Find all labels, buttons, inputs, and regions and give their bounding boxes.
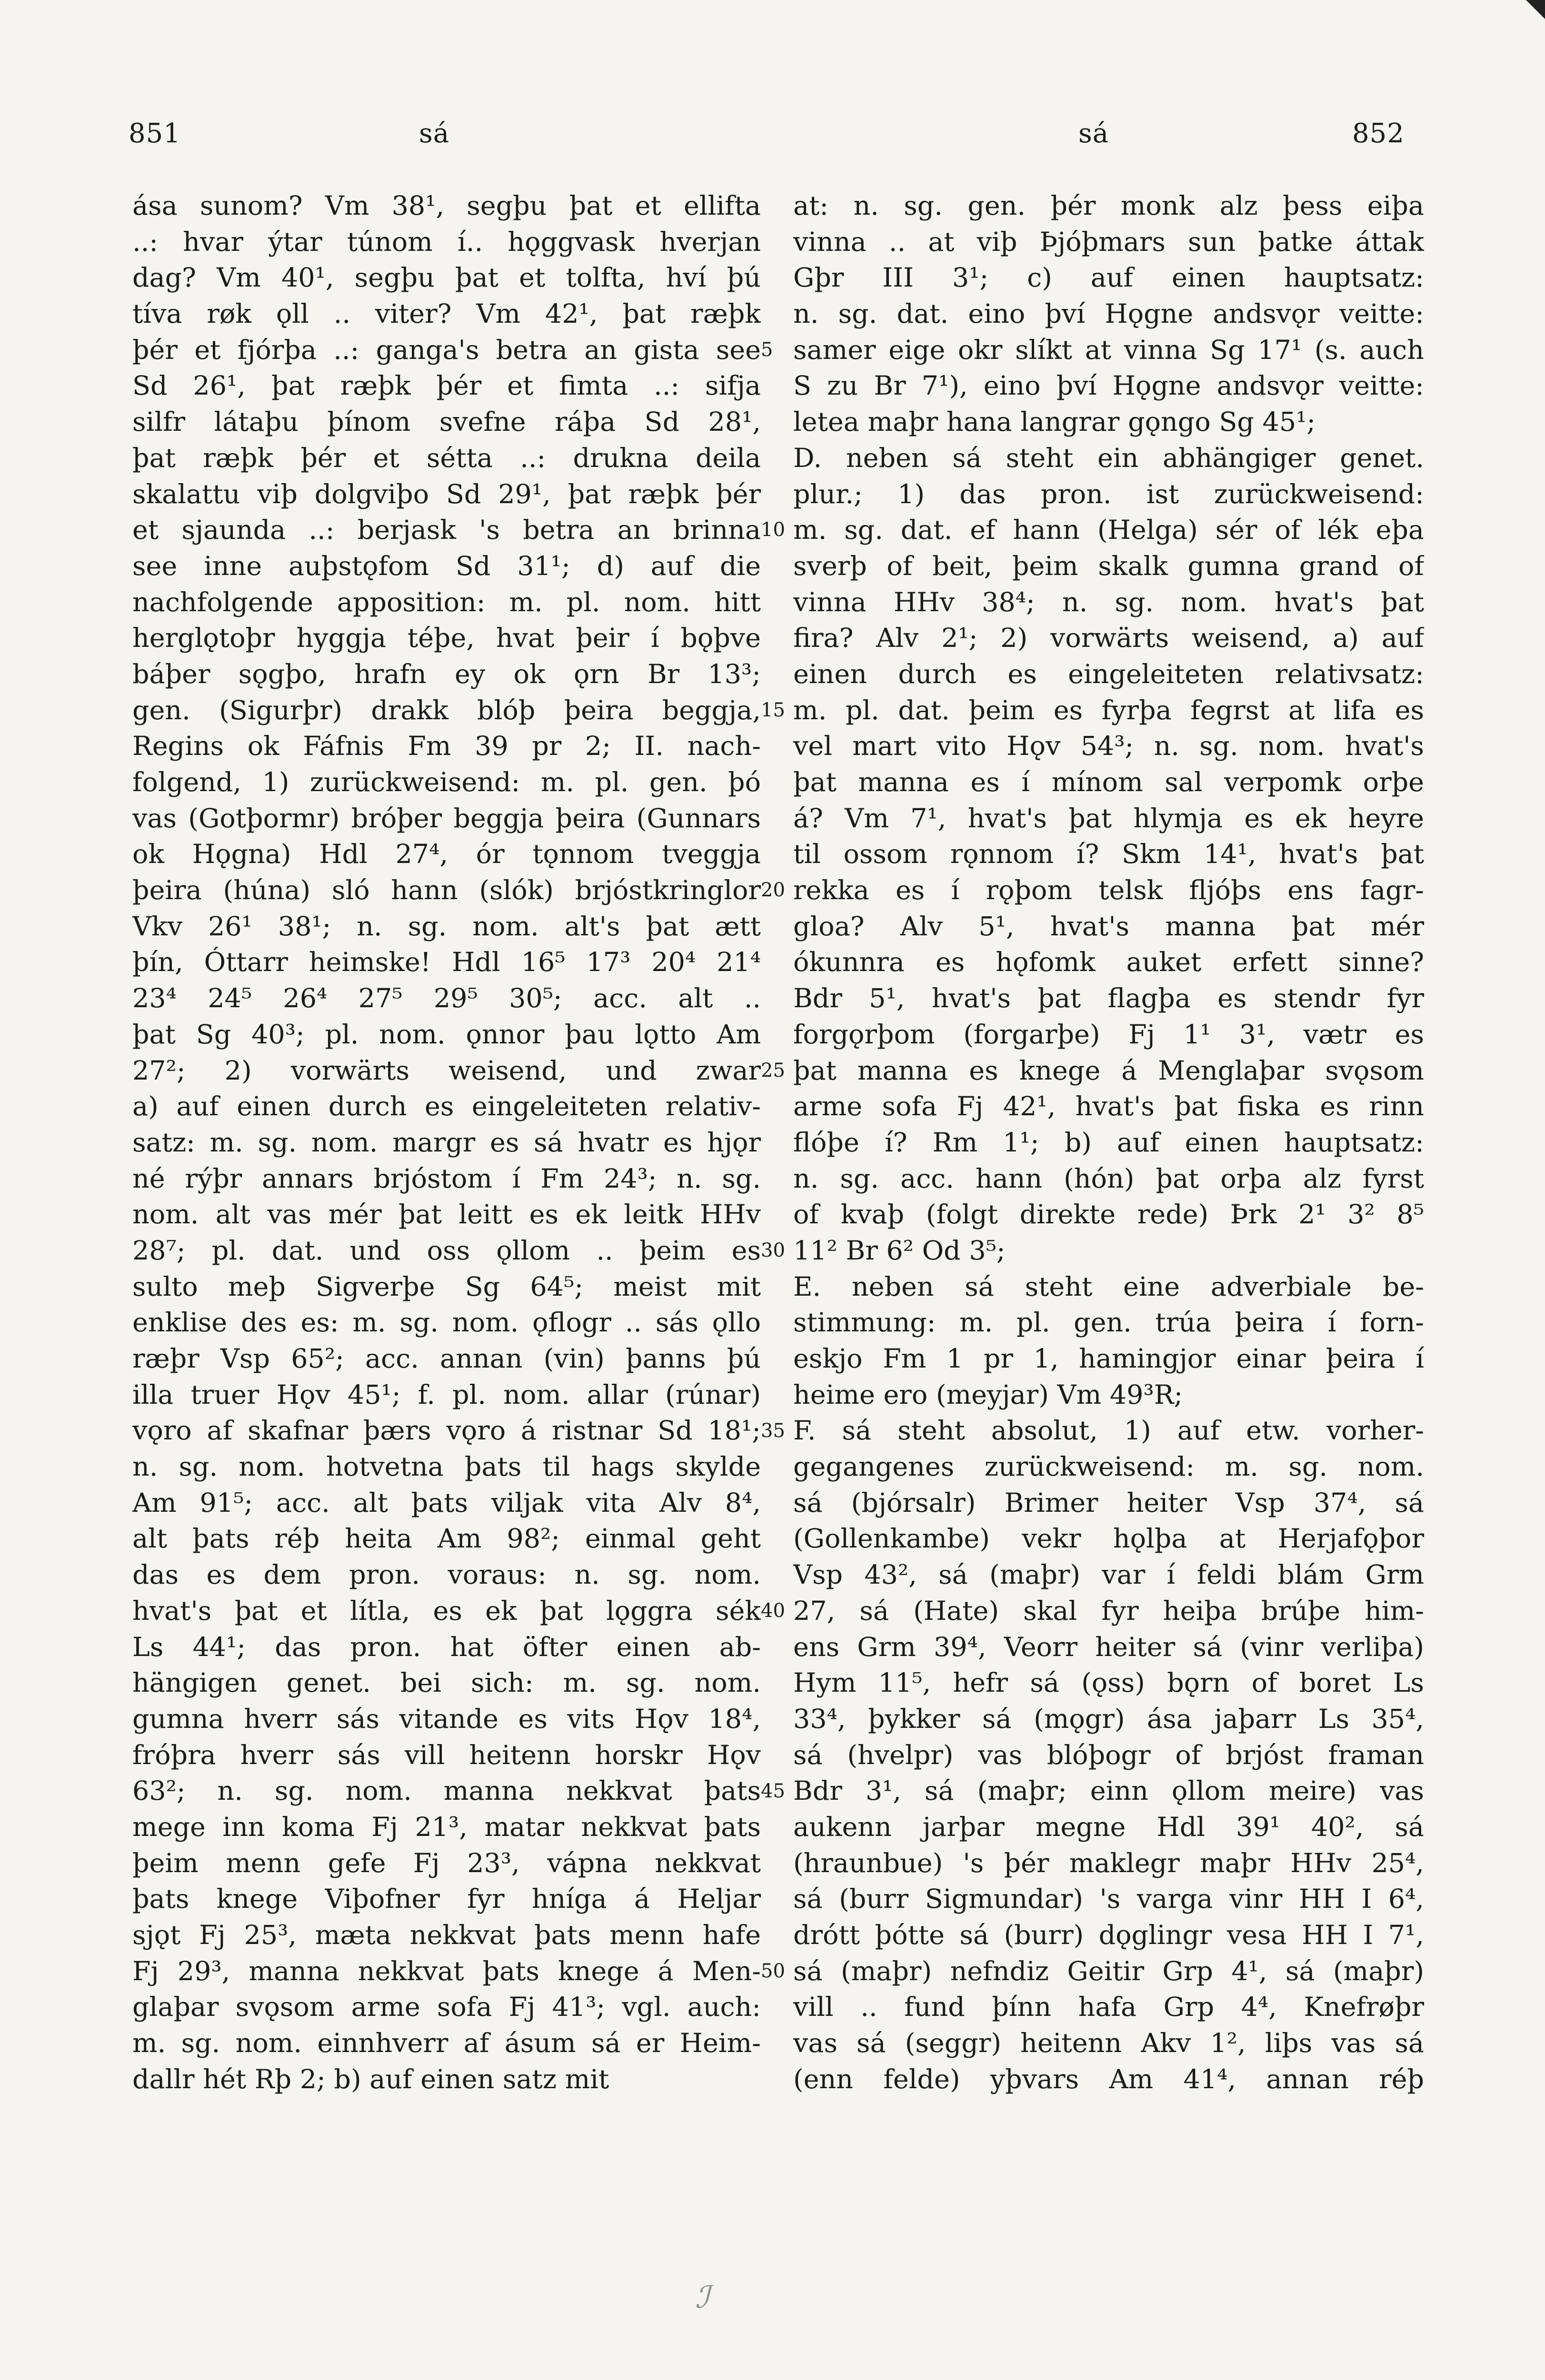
line-number: 15 [761, 699, 785, 721]
text-line: Vsp 43², sá (maþr) var í feldi blám Grm [793, 1559, 1424, 1591]
corner-mark [1526, 0, 1545, 19]
text-line: né rýþr annars brjóstom í Fm 24³; n. sg. [132, 1163, 761, 1194]
text-line: einen durch es eingeleiteten relativsatz: [793, 658, 1424, 690]
text-line: fróþra hverr sás vill heitenn horskr Hǫv [132, 1739, 761, 1771]
text-line: gegangenes zurückweisend: m. sg. nom. [793, 1451, 1424, 1483]
text-line: glaþar svǫsom arme sofa Fj 41³; vgl. auch: [132, 1992, 761, 2023]
text-line: samer eige okr slíkt at vinna Sg 17¹ (s. auch [793, 334, 1424, 366]
text-line: nom. alt vas mér þat leitt es ek leitk HHv [132, 1199, 761, 1230]
text-line: see inne auþstǫfom Sd 31¹; d) auf die [132, 550, 761, 582]
text-line: ok Hǫgna) Hdl 27⁴, ór tǫnnom tveggja [132, 839, 761, 870]
text-line: flóþe í? Rm 1¹; b) auf einen hauptsatz: [793, 1127, 1424, 1158]
text-line: 27, sá (Hate) skal fyr heiþa brúþe him- [793, 1595, 1424, 1626]
text-line: ókunnra es hǫfomk auket erfett sinne? [793, 947, 1424, 978]
footer-mark: ℐ [695, 2280, 710, 2315]
text-line: gen. (Sigurþr) drakk blóþ þeira beggja, [132, 694, 761, 726]
line-number: 20 [761, 879, 785, 902]
text-line: Bdr 3¹, sá (maþr; einn ǫllom meire) vas [793, 1775, 1424, 1807]
text-line: 33⁴, þykker sá (mǫgr) ása jaþarr Ls 35⁴, [793, 1703, 1424, 1735]
text-line: sá (bjórsalr) Brimer heiter Vsp 37⁴, sá [793, 1487, 1424, 1518]
text-line: m. sg. nom. einnhverr af ásum sá er Heim- [132, 2028, 761, 2059]
text-line: 63²; n. sg. nom. manna nekkvat þats [132, 1775, 761, 1807]
text-line: arme sofa Fj 42¹, hvat's þat fiska es rinn [793, 1091, 1424, 1122]
text-line: alt þats réþ heita Am 98²; einmal geht [132, 1523, 761, 1555]
text-line: n. sg. dat. eino því Hǫgne andsvǫr veitte: [793, 298, 1424, 330]
line-number: 5 [761, 338, 773, 361]
text-line: illa truer Hǫv 45¹; f. pl. nom. allar (rúnar) [132, 1379, 761, 1410]
text-line: drótt þótte sá (burr) dǫglingr vesa HH I 7¹, [793, 1920, 1424, 1951]
text-line: m. sg. dat. ef hann (Helga) sér of lék eþa [793, 515, 1424, 546]
text-line: F. sá steht absolut, 1) auf etw. vorher- [793, 1415, 1424, 1447]
text-line: á? Vm 7¹, hvat's þat hlymja es ek heyre [793, 803, 1424, 834]
text-line: vinna .. at viþ Þjóþmars sun þatke áttak [793, 226, 1424, 258]
line-number: 10 [761, 519, 785, 541]
text-line: 23⁴ 24⁵ 26⁴ 27⁵ 29⁵ 30⁵; acc. alt .. [132, 983, 761, 1014]
text-line: eskjo Fm 1 pr 1, hamingjor einar þeira í [793, 1343, 1424, 1374]
text-line: forgǫrþom (forgarþe) Fj 1¹ 3¹, vætr es [793, 1019, 1424, 1050]
line-number: 40 [761, 1600, 785, 1622]
line-number: 30 [761, 1240, 785, 1262]
text-line: Vkv 26¹ 38¹; n. sg. nom. alt's þat ætt [132, 911, 761, 942]
text-line: of kvaþ (folgt direkte rede) Þrk 2¹ 3² 8⁵ [793, 1199, 1424, 1230]
text-line: Hym 11⁵, hefr sá (ǫss) bǫrn of boret Ls [793, 1667, 1424, 1699]
text-line: nachfolgende apposition: m. pl. nom. hitt [132, 586, 761, 618]
text-line: letea maþr hana langrar gǫngo Sg 45¹; [793, 407, 1316, 438]
text-line: et sjaunda ..: berjask 's betra an brinna [132, 515, 761, 546]
text-line: ..: hvar ýtar túnom í.. hǫggvask hverjan [132, 226, 761, 258]
text-line: vas sá (seggr) heitenn Akv 1², liþs vas sá [793, 2028, 1424, 2059]
text-line: Sd 26¹, þat ræþk þér et fimta ..: sifja [132, 370, 761, 402]
text-line: gumna hverr sás vitande es vits Hǫv 18⁴, [132, 1703, 761, 1735]
text-line: vel mart vito Hǫv 54³; n. sg. nom. hvat's [793, 731, 1424, 762]
text-line: vas (Gotþormr) bróþer beggja þeira (Gunnars [132, 803, 761, 834]
text-line: þat manna es í mínom sal verpomk orþe [793, 767, 1424, 798]
text-line: vinna HHv 38⁴; n. sg. nom. hvat's þat [793, 586, 1424, 618]
text-line: gloa? Alv 5¹, hvat's manna þat mér [793, 911, 1424, 942]
text-line: tíva røk ǫll .. viter? Vm 42¹, þat ræþk [132, 298, 761, 330]
left-headword: sá [419, 118, 450, 149]
text-line: þér et fjórþa ..: ganga's betra an gista see [132, 334, 761, 366]
left-page-number: 851 [129, 118, 181, 149]
text-line: at: n. sg. gen. þér monk alz þess eiþa [793, 190, 1424, 221]
right-column [793, 188, 1424, 2097]
text-line: 28⁷; pl. dat. und oss ǫllom .. þeim es [132, 1235, 761, 1266]
right-headword: sá [1078, 118, 1109, 149]
text-line: til ossom rǫnnom í? Skm 14¹, hvat's þat [793, 839, 1424, 870]
text-line: aukenn jarþar megne Hdl 39¹ 40², sá [793, 1811, 1424, 1843]
text-line: ræþr Vsp 65²; acc. annan (vin) þanns þú [132, 1343, 761, 1374]
text-line: dallr hét Rþ 2; b) auf einen satz mit [132, 2063, 609, 2095]
text-line: þeim menn gefe Fj 23³, vápna nekkvat [132, 1847, 761, 1879]
text-line: (hraunbue) 's þér maklegr maþr HHv 25⁴, [793, 1847, 1424, 1879]
text-line: dag? Vm 40¹, segþu þat et tolfta, hví þú [132, 262, 761, 294]
text-line: m. pl. dat. þeim es fyrþa fegrst at lifa es [793, 694, 1424, 726]
text-line: fira? Alv 2¹; 2) vorwärts weisend, a) auf [793, 623, 1424, 654]
text-line: heime ero (meyjar) Vm 49³R; [793, 1379, 1183, 1410]
text-line: sjǫt Fj 25³, mæta nekkvat þats menn hafe [132, 1920, 761, 1951]
text-line: stimmung: m. pl. gen. trúa þeira í forn- [793, 1307, 1424, 1339]
text-line: Regins ok Fáfnis Fm 39 pr 2; II. nach- [132, 731, 761, 762]
text-line: (Gollenkambe) vekr hǫlþa at Herjafǫþor [793, 1523, 1424, 1555]
text-line: sulto meþ Sigverþe Sg 64⁵; meist mit [132, 1271, 761, 1302]
text-line: a) auf einen durch es eingeleiteten relativ- [132, 1091, 761, 1122]
text-line: folgend, 1) zurückweisend: m. pl. gen. þó [132, 767, 761, 798]
text-line: (enn felde) yþvars Am 41⁴, annan réþ [793, 2063, 1424, 2095]
text-line: hängigen genet. bei sich: m. sg. nom. [132, 1667, 761, 1699]
text-line: sá (burr Sigmundar) 's varga vinr HH I 6⁴, [793, 1884, 1424, 1915]
line-number: 45 [761, 1780, 785, 1802]
text-line: enklise des es: m. sg. nom. ǫflogr .. sás ǫllo [132, 1307, 761, 1339]
text-line: vǫro af skafnar þærs vǫro á ristnar Sd 18¹; [132, 1415, 761, 1447]
text-line: plur.; 1) das pron. ist zurückweisend: [793, 478, 1424, 510]
text-line: n. sg. acc. hann (hón) þat orþa alz fyrst [793, 1163, 1424, 1194]
text-line: mege inn koma Fj 21³, matar nekkvat þats [132, 1811, 761, 1843]
text-line: S zu Br 7¹), eino því Hǫgne andsvǫr veitte: [793, 370, 1424, 402]
text-line: herglǫtoþr hyggja téþe, hvat þeir í bǫþve [132, 623, 761, 654]
text-line: n. sg. nom. hotvetna þats til hags skylde [132, 1451, 761, 1483]
text-line: E. neben sá steht eine adverbiale be- [793, 1271, 1424, 1302]
line-number: 35 [761, 1419, 785, 1442]
text-line: Ls 44¹; das pron. hat öfter einen ab- [132, 1631, 761, 1663]
text-line: þat ræþk þér et sétta ..: drukna deila [132, 442, 761, 474]
text-line: þat manna es knege á Menglaþar svǫsom [793, 1055, 1424, 1086]
page-header [0, 118, 1545, 170]
left-column [132, 188, 761, 2097]
text-line: rekka es í rǫþom telsk fljóþs ens fagr- [793, 875, 1424, 906]
text-line: Fj 29³, manna nekkvat þats knege á Men- [132, 1955, 761, 1987]
text-line: Am 91⁵; acc. alt þats viljak vita Alv 8⁴, [132, 1487, 761, 1518]
text-line: þeira (húna) sló hann (slók) brjóstkringlor [132, 875, 761, 906]
text-line: þat Sg 40³; pl. nom. ǫnnor þau lǫtto Am [132, 1019, 761, 1050]
text-line: Bdr 5¹, hvat's þat flagþa es stendr fyr [793, 983, 1424, 1014]
text-line: sverþ of beit, þeim skalk gumna grand of [793, 550, 1424, 582]
text-line: satz: m. sg. nom. margr es sá hvatr es hjǫr [132, 1127, 761, 1158]
text-line: þín, Óttarr heimske! Hdl 16⁵ 17³ 20⁴ 21⁴ [132, 947, 761, 978]
line-number: 25 [761, 1059, 785, 1081]
right-page-number: 852 [1352, 118, 1405, 149]
text-line: 27²; 2) vorwärts weisend, und zwar [132, 1055, 761, 1086]
text-line: þats knege Viþofner fyr hníga á Heljar [132, 1884, 761, 1915]
text-line: D. neben sá steht ein abhängiger genet. [793, 442, 1424, 474]
text-line: sá (hvelpr) vas blóþogr of brjóst framan [793, 1739, 1424, 1771]
text-line: skalattu viþ dolgviþo Sd 29¹, þat ræþk þér [132, 478, 761, 510]
text-line: ása sunom? Vm 38¹, segþu þat et ellifta [132, 190, 761, 221]
text-line: Gþr III 3¹; c) auf einen hauptsatz: [793, 262, 1424, 294]
text-line: das es dem pron. voraus: n. sg. nom. [132, 1559, 761, 1591]
text-line: ens Grm 39⁴, Veorr heiter sá (vinr verliþa) [793, 1631, 1424, 1663]
line-number: 50 [761, 1960, 785, 1983]
text-line: báþer sǫgþo, hrafn ey ok ǫrn Br 13³; [132, 658, 761, 690]
text-line: silfr látaþu þínom svefne ráþa Sd 28¹, [132, 407, 761, 438]
text-line: 11² Br 6² Od 3⁵; [793, 1235, 1006, 1266]
text-line: hvat's þat et lítla, es ek þat lǫggra sék [132, 1595, 761, 1626]
text-line: sá (maþr) nefndiz Geitir Grp 4¹, sá (maþr) [793, 1955, 1424, 1987]
text-line: vill .. fund þínn hafa Grp 4⁴, Knefrøþr [793, 1992, 1424, 2023]
